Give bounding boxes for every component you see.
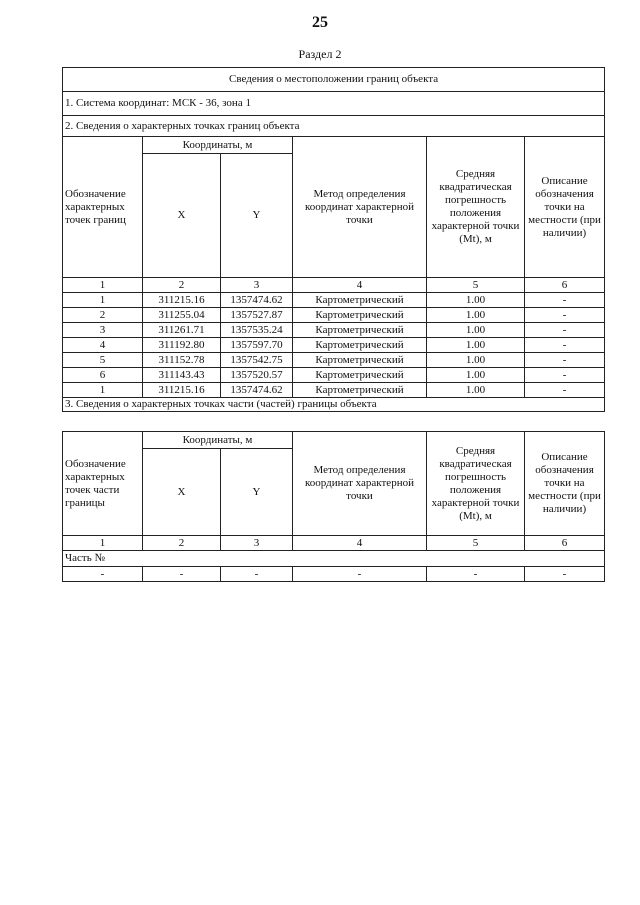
coord-y: 1357597.70 xyxy=(221,338,293,353)
method: Картометрический xyxy=(293,338,427,353)
description: - xyxy=(525,323,605,338)
point-id: 2 xyxy=(63,308,143,323)
page-number: 25 xyxy=(312,14,328,31)
point-id: 5 xyxy=(63,353,143,368)
point-id: 1 xyxy=(63,293,143,308)
description: - xyxy=(525,368,605,383)
coord-x: 311143.43 xyxy=(143,368,221,383)
method: Картометрический xyxy=(293,323,427,338)
table-row xyxy=(63,308,605,323)
point-id: - xyxy=(63,567,143,582)
coord-system: 1. Система координат: МСК - 36, зона 1 xyxy=(63,92,605,116)
error: 1.00 xyxy=(427,323,525,338)
table-row xyxy=(63,567,605,582)
description: - xyxy=(525,383,605,398)
header-coords: Координаты, м xyxy=(143,137,293,154)
header-method: Метод определения координат характерной точки xyxy=(293,137,427,278)
coord-y: - xyxy=(221,567,293,582)
table-row xyxy=(63,338,605,353)
header-description: Описание обозначения точки на местности (при наличии) xyxy=(525,137,605,278)
coord-y: 1357474.62 xyxy=(221,293,293,308)
description: - xyxy=(525,293,605,308)
point-id: 3 xyxy=(63,323,143,338)
header-designation: Обозначение характерных точек части границы xyxy=(63,432,143,536)
coord-x: 311215.16 xyxy=(143,383,221,398)
description: - xyxy=(525,308,605,323)
method: - xyxy=(293,567,427,582)
error: 1.00 xyxy=(427,308,525,323)
method: Картометрический xyxy=(293,353,427,368)
column-numbers-row xyxy=(63,278,605,293)
coord-x: 311152.78 xyxy=(143,353,221,368)
table-row xyxy=(63,323,605,338)
header-x: X xyxy=(143,449,221,536)
header-designation: Обозначение характерных точек границ xyxy=(63,137,143,278)
coord-x: 311215.16 xyxy=(143,293,221,308)
points-heading: 2. Сведения о характерных точках границ объекта xyxy=(63,116,605,137)
point-id: 4 xyxy=(63,338,143,353)
coord-x: 311261.71 xyxy=(143,323,221,338)
coord-y: 1357474.62 xyxy=(221,383,293,398)
column-numbers-row xyxy=(63,536,605,551)
point-id: 6 xyxy=(63,368,143,383)
header-y: Y xyxy=(221,154,293,278)
section-label: Раздел 2 xyxy=(298,47,342,61)
column-number: 2 xyxy=(143,278,221,293)
coord-y: 1357527.87 xyxy=(221,308,293,323)
point-id: 1 xyxy=(63,383,143,398)
error: 1.00 xyxy=(427,383,525,398)
method: Картометрический xyxy=(293,308,427,323)
column-number: 6 xyxy=(525,278,605,293)
coord-y: 1357520.57 xyxy=(221,368,293,383)
coord-x: - xyxy=(143,567,221,582)
error: 1.00 xyxy=(427,353,525,368)
boundary-table xyxy=(62,67,605,412)
method: Картометрический xyxy=(293,368,427,383)
method: Картометрический xyxy=(293,293,427,308)
column-number: 3 xyxy=(221,278,293,293)
column-number: 2 xyxy=(143,536,221,551)
header-error: Средняя квадратическая погрешность положения характерной точки (Mt), м xyxy=(427,432,525,536)
header-coords: Координаты, м xyxy=(143,432,293,449)
table-row xyxy=(63,353,605,368)
table-row xyxy=(63,293,605,308)
description: - xyxy=(525,567,605,582)
part-label: Часть № xyxy=(63,551,605,567)
coord-x: 311255.04 xyxy=(143,308,221,323)
header-x: X xyxy=(143,154,221,278)
error: 1.00 xyxy=(427,338,525,353)
header-y: Y xyxy=(221,449,293,536)
header-description: Описание обозначения точки на местности (при наличии) xyxy=(525,432,605,536)
method: Картометрический xyxy=(293,383,427,398)
coord-y: 1357535.24 xyxy=(221,323,293,338)
description: - xyxy=(525,338,605,353)
column-number: 5 xyxy=(427,536,525,551)
column-number: 1 xyxy=(63,536,143,551)
header-error: Средняя квадратическая погрешность положения характерной точки (Mt), м xyxy=(427,137,525,278)
column-number: 3 xyxy=(221,536,293,551)
header-method: Метод определения координат характерной точки xyxy=(293,432,427,536)
table-row xyxy=(63,368,605,383)
error: 1.00 xyxy=(427,368,525,383)
coord-y: 1357542.75 xyxy=(221,353,293,368)
coord-x: 311192.80 xyxy=(143,338,221,353)
part-boundary-table xyxy=(62,431,605,582)
description: - xyxy=(525,353,605,368)
column-number: 4 xyxy=(293,278,427,293)
column-number: 6 xyxy=(525,536,605,551)
column-number: 5 xyxy=(427,278,525,293)
table-title: Сведения о местоположении границ объекта xyxy=(63,68,605,92)
column-number: 1 xyxy=(63,278,143,293)
error: - xyxy=(427,567,525,582)
column-number: 4 xyxy=(293,536,427,551)
part-points-heading: 3. Сведения о характерных точках части (частей) границы объекта xyxy=(63,398,605,412)
error: 1.00 xyxy=(427,293,525,308)
table-row xyxy=(63,383,605,398)
